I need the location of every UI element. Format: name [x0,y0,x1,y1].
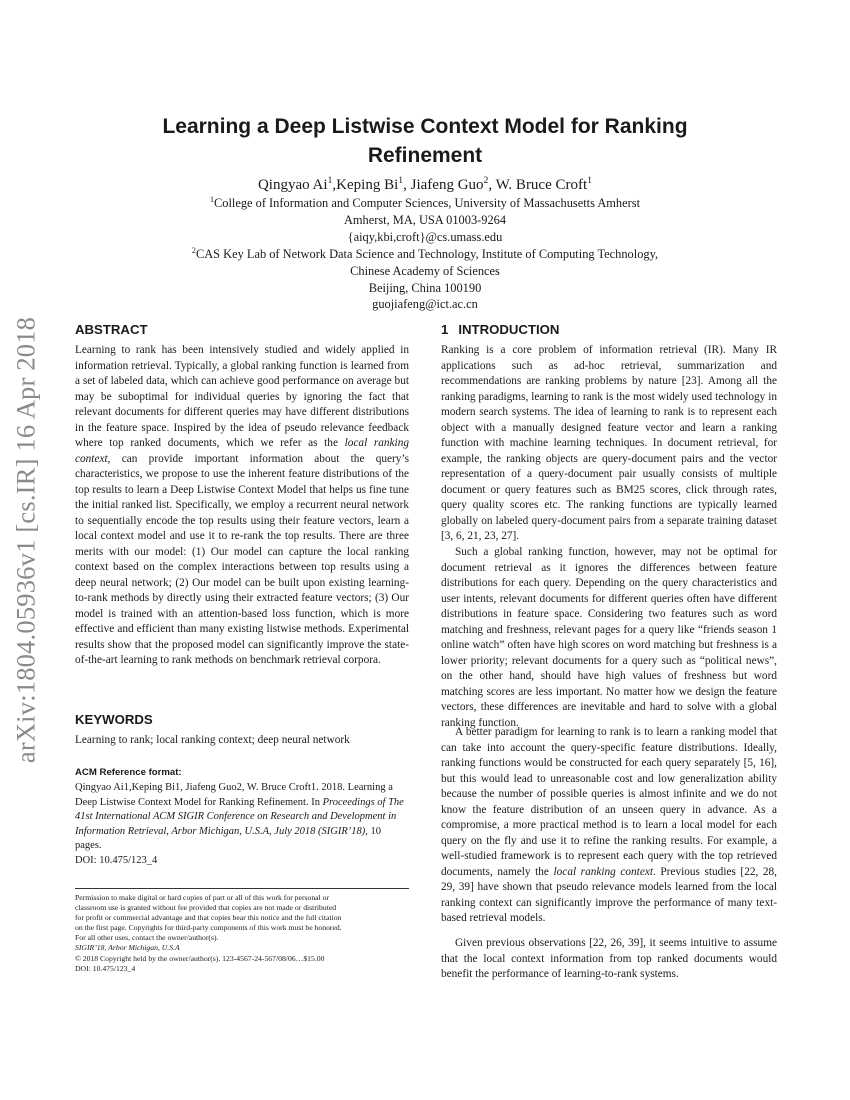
acm-reference-heading: ACM Reference format: [75,767,182,778]
affiliation-line: $^2$CAS Key Lab of Network Data Science and Technology, Institute of Computing Technology, [191,245,659,261]
affiliation-line: Beijing, China 100190 [368,280,482,295]
author-name: W. Bruce Croft [495,177,588,193]
author-name: Keping Bi [336,177,399,193]
section-number: 1 [441,322,449,337]
abstract-heading: ABSTRACT [75,322,148,337]
author-name: Jiafeng Guo [410,177,484,193]
intro-paragraph-1: Ranking is a core problem of information retrieval (IR). Many IR applications such as ad-hoc retrieval, summarization and recommendations are ranking problems by nature [23]. Among all the ranking paradigms, learning to rank is the most widely used technology in modern search systems. The idea of learning to rank is to represent each object with a manually designed feature vector and learn a ranking function with machine learning techniques. In document retrieval, for example, the ranking objects are query-document pairs and the vector representation of a query-document pair usually consists of multiple document or query features such as BM25 scores, click through rates, query quality scores etc. The ranking functions are typically learned globally on labeled query-document pairs from a separate training dataset [3, 6, 21, 23, 27]. [441,344,777,542]
affiliation-email: {aiqy,kbi,croft}@cs.umass.edu [347,229,503,244]
footnote-divider [75,888,409,889]
affiliation-line: $^1$College of Information and Computer Sciences, University of Massachusetts Amherst [209,194,641,210]
footnote-venue: SIGIR’18, Arbor Michigan, U.S.A [75,943,180,953]
title-line-2: Refinement [367,144,483,167]
author-affiliation-mark: 2 [483,175,489,186]
affiliation-email: guojiafeng@ict.ac.cn [372,297,478,312]
affiliation-mark: 1 [209,194,214,204]
affiliation-mark: 2 [191,245,196,255]
abstract-text: Learning to rank has been intensively studied and widely applied in information retrieval. Typically, a global ranking function is learned from a set of labeled data, which can achieve good performance on average but may be suboptimal for individual queries by ignoring the fact that relevant documents for different queries may have different distributions in the feature space. Inspired by the idea of pseudo relevance feedback where top ranked documents, which we refer as the local ranking context, can provide important information about the query’s characteristics, we propose to use the inherent feature distributions of the top results to learn a Deep Listwise Context Model that helps us fine tune the initial ranked list. Specifically, we employ a recurrent neural network to sequentially encode the top results using their feature vectors, learn a local context model and use it to re-rank the top results. There are three merits with our model: (1) Our model can capture the local ranking context based on the complex interactions between top results using a deep neural network; (2) Our model can be built upon existing learning-to-rank methods by directly using their extracted feature vectors; (3) Our model is trained with an attention-based loss function, which is more effective and efficient than many existing listwise methods. Experimental results show that the proposed model can significantly improve the state-of-the-art learning to rank methods on benchmark retrieval corpora. [75,344,409,666]
author-affiliation-mark: 1 [398,175,404,186]
permission-line: Permission to make digital or hard copies of part or all of this work for personal or [75,893,330,902]
paper-title [100,112,750,170]
footnote-copyright: © 2018 Copyright held by the owner/author(s). 123-4567-24-567/08/06…$15.00 [75,953,325,963]
permission-line: on the first page. Copyrights for third-party components of this work must be honored. [75,923,342,933]
permission-line: For all other uses, contact the owner/author(s). [75,933,219,943]
copyright-footnote [75,893,409,974]
author-affiliation-mark: 1 [327,175,333,186]
intro-paragraph-3: A better paradigm for learning to rank is to learn a ranking model that can take into account the query-specific feature distributions. Ideally, ranking functions would be constructed for each query separately [5, 16], but this would lead to unreasonable cost and low generalization ability because the number of possible queries is almost infinite and we do not know the feature distribution of an unseen query in advance. As a compromise, a more practical method is to learn a local model for each query on the fly and use it to refine the ranking results. For example, a well-studied framework is to represent each query with the top retrieved documents, namely the local ranking context. Previous studies [22, 28, 29, 39] have shown that pseudo relevance models learned from the local ranking context can significantly improve the performance of many text-based retrieval models. [441,726,778,924]
title-line-1: Learning a Deep Listwise Context Model for Ranking [162,115,688,138]
author-affiliation-mark: 1 [587,175,593,186]
acm-reference-doi: DOI: 10.475/123_4 [75,854,158,866]
acm-reference-text: Qingyao Ai1,Keping Bi1, Jiafeng Guo2, W. Bruce Croft1. 2018. Learning a Deep Listwise Context Model for Ranking Refinement. In Proceedings of The 41st International ACM SIGIR Conference on Research and Development in Information Retrieval, Arbor Michigan, U.S.A, July 2018 (SIGIR’18), 10 pages. DOI: 10.475/123_4 [75,782,404,866]
keywords-heading: KEYWORDS [75,712,153,727]
introduction-heading: 1 INTRODUCTION [441,322,560,337]
permission-line: for profit or commercial advantage and that copies bear this notice and the full citation [75,913,342,923]
affiliation-line: Amherst, MA, USA 01003-9264 [343,212,507,227]
footnote-doi: DOI: 10.475/123_4 [75,963,136,973]
permission-line: classroom use is granted without fee provided that copies are not made or distributed [75,903,337,913]
intro-paragraph-2: Such a global ranking function, however, may not be optimal for document retrieval as it ignores the differences between feature distributions for each query. Depending on the query characteristics and user intents, relevant documents for different queries often have different distributions in feature space. Considering two features such as word matching and freshness, relevant pages for a query like “friends season 1 online watch” often have high scores on word matching but freshness is a lower priority; relevant documents for a query such as “political news”, on the other hand, should have high values of freshness but word matching scores are less important. No matter how we design the feature vectors, these differences are inevitable and hard to solve with a global ranking function. [441,546,777,729]
author-list: Qingyao Ai$^1$,Keping Bi$^1$, Jiafeng Guo$^2$, W. Bruce Croft$^1$ [257,175,593,193]
affiliation-line: Chinese Academy of Sciences [350,263,500,278]
affiliations [90,195,760,313]
intro-paragraph-4: Given previous observations [22, 26, 39], it seems intuitive to assume that the local context information from top ranked documents would benefit the performance of learning-to-rank systems. [441,937,777,980]
arxiv-stamp-text: arXiv:1804.05936v1 [cs.IR] 16 Apr 2018 [10,316,41,764]
author-name: Qingyao Ai [257,177,328,193]
keywords-text: Learning to rank; local ranking context; deep neural network [75,734,350,746]
arxiv-stamp [8,305,44,775]
